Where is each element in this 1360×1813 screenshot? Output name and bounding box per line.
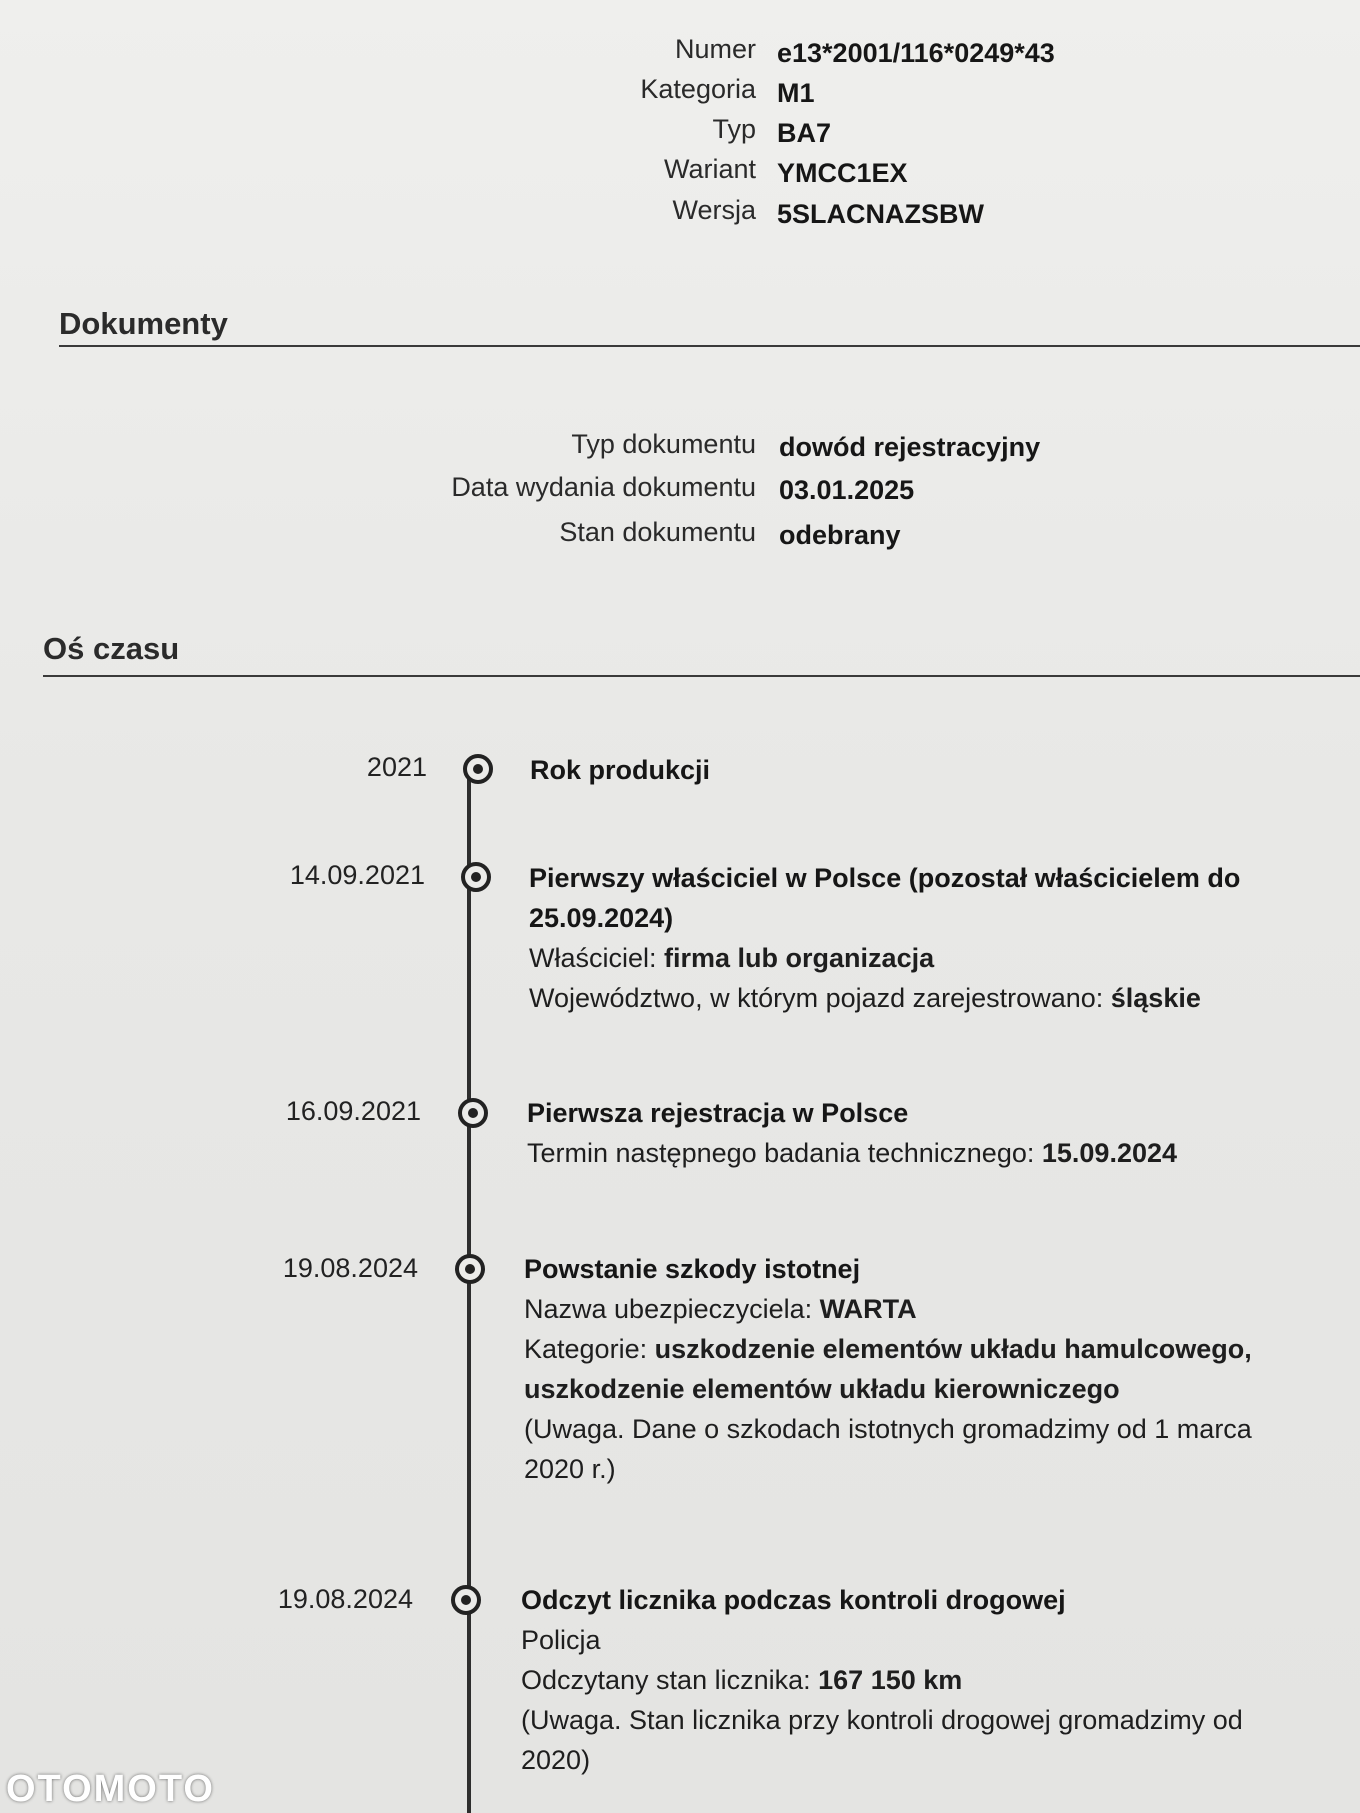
vehicle-label: Kategoria (640, 74, 756, 104)
document-value: 03.01.2025 (779, 475, 915, 505)
event-body (527, 1093, 1357, 1173)
detail-label: Odczytany stan licznika: (521, 1665, 811, 1695)
section-divider (59, 345, 1360, 347)
timeline-marker-icon (463, 754, 493, 784)
event-date: 19.08.2024 (277, 1584, 413, 1614)
event-detail-insurer (524, 1289, 1354, 1329)
event-detail-authority: Policja (521, 1625, 601, 1655)
vehicle-row-version (0, 195, 756, 235)
document-value: odebrany (779, 520, 901, 550)
event-title: Odczyt licznika podczas kontroli drogowej (521, 1585, 1066, 1615)
timeline-line (467, 770, 471, 1813)
event-body (521, 1580, 1351, 1780)
vehicle-value: 5SLACNAZSBW (777, 199, 984, 229)
event-body (524, 1249, 1354, 1489)
otomoto-watermark: OTOMOTO (6, 1768, 215, 1810)
event-note: (Uwaga. Stan licznika przy kontroli drogowej gromadzimy od (521, 1705, 1243, 1735)
timeline-marker-icon (451, 1585, 481, 1615)
vehicle-value: e13*2001/116*0249*43 (777, 38, 1055, 68)
vehicle-row-type (0, 114, 756, 154)
timeline-marker-icon (458, 1098, 488, 1128)
document-label: Data wydania dokumentu (451, 472, 756, 502)
timeline-marker-icon (455, 1254, 485, 1284)
event-detail-odometer (521, 1660, 1351, 1700)
section-divider (43, 675, 1360, 677)
detail-value: śląskie (1110, 983, 1201, 1013)
event-title: Powstanie szkody istotnej (524, 1254, 861, 1284)
vehicle-label: Typ (712, 114, 756, 144)
vehicle-value: YMCC1EX (777, 158, 908, 188)
detail-value: 15.09.2024 (1041, 1138, 1178, 1168)
document-label: Stan dokumentu (559, 517, 756, 547)
event-body (530, 750, 1360, 790)
event-body (529, 858, 1359, 1018)
detail-value: WARTA (819, 1294, 917, 1324)
section-title-documents: Dokumenty (59, 306, 228, 341)
event-title-continued: 25.09.2024) (529, 903, 674, 933)
document-row-issue-date (0, 472, 756, 512)
detail-value: 167 150 km (818, 1665, 963, 1695)
timeline-marker-icon (461, 862, 491, 892)
vehicle-label: Wariant (663, 154, 756, 184)
event-title: Pierwszy właściciel w Polsce (pozostał właścicielem do (529, 863, 1241, 893)
document-row-status (0, 517, 756, 557)
vehicle-label: Numer (674, 34, 756, 64)
detail-value-continued: uszkodzenie elementów układu kierowniczego (524, 1374, 1120, 1404)
vehicle-label: Wersja (672, 195, 756, 225)
document-label: Typ dokumentu (571, 429, 756, 459)
event-date: 2021 (366, 752, 427, 782)
event-detail-categories (524, 1329, 1354, 1369)
vehicle-row-variant (0, 154, 756, 194)
event-title: Pierwsza rejestracja w Polsce (527, 1098, 909, 1128)
event-date: 14.09.2021 (289, 860, 425, 890)
event-detail-region (529, 978, 1359, 1018)
vehicle-value: BA7 (777, 118, 832, 148)
event-date: 19.08.2024 (282, 1253, 418, 1283)
detail-label: Województwo, w którym pojazd zarejestrowano: (529, 983, 1104, 1013)
section-title-timeline: Oś czasu (43, 631, 180, 666)
document-row-type (0, 429, 756, 469)
detail-label: Właściciel: (529, 943, 657, 973)
event-note-continued: 2020 r.) (524, 1454, 616, 1484)
detail-value: uszkodzenie elementów układu hamulcowego, (654, 1334, 1252, 1364)
detail-value: firma lub organizacja (664, 943, 935, 973)
vehicle-row-category (0, 74, 756, 114)
event-note: (Uwaga. Dane o szkodach istotnych gromadzimy od 1 marca (524, 1414, 1252, 1444)
event-detail-inspection (527, 1133, 1357, 1173)
detail-label: Kategorie: (524, 1334, 648, 1364)
event-title: Rok produkcji (530, 755, 711, 785)
detail-label: Nazwa ubezpieczyciela: (524, 1294, 813, 1324)
vehicle-row-number (0, 34, 756, 74)
event-detail-owner (529, 938, 1359, 978)
vehicle-value: M1 (777, 78, 815, 108)
event-note-continued: 2020) (521, 1745, 591, 1775)
document-value: dowód rejestracyjny (779, 432, 1041, 462)
detail-label: Termin następnego badania technicznego: (527, 1138, 1035, 1168)
event-date: 16.09.2021 (285, 1096, 421, 1126)
